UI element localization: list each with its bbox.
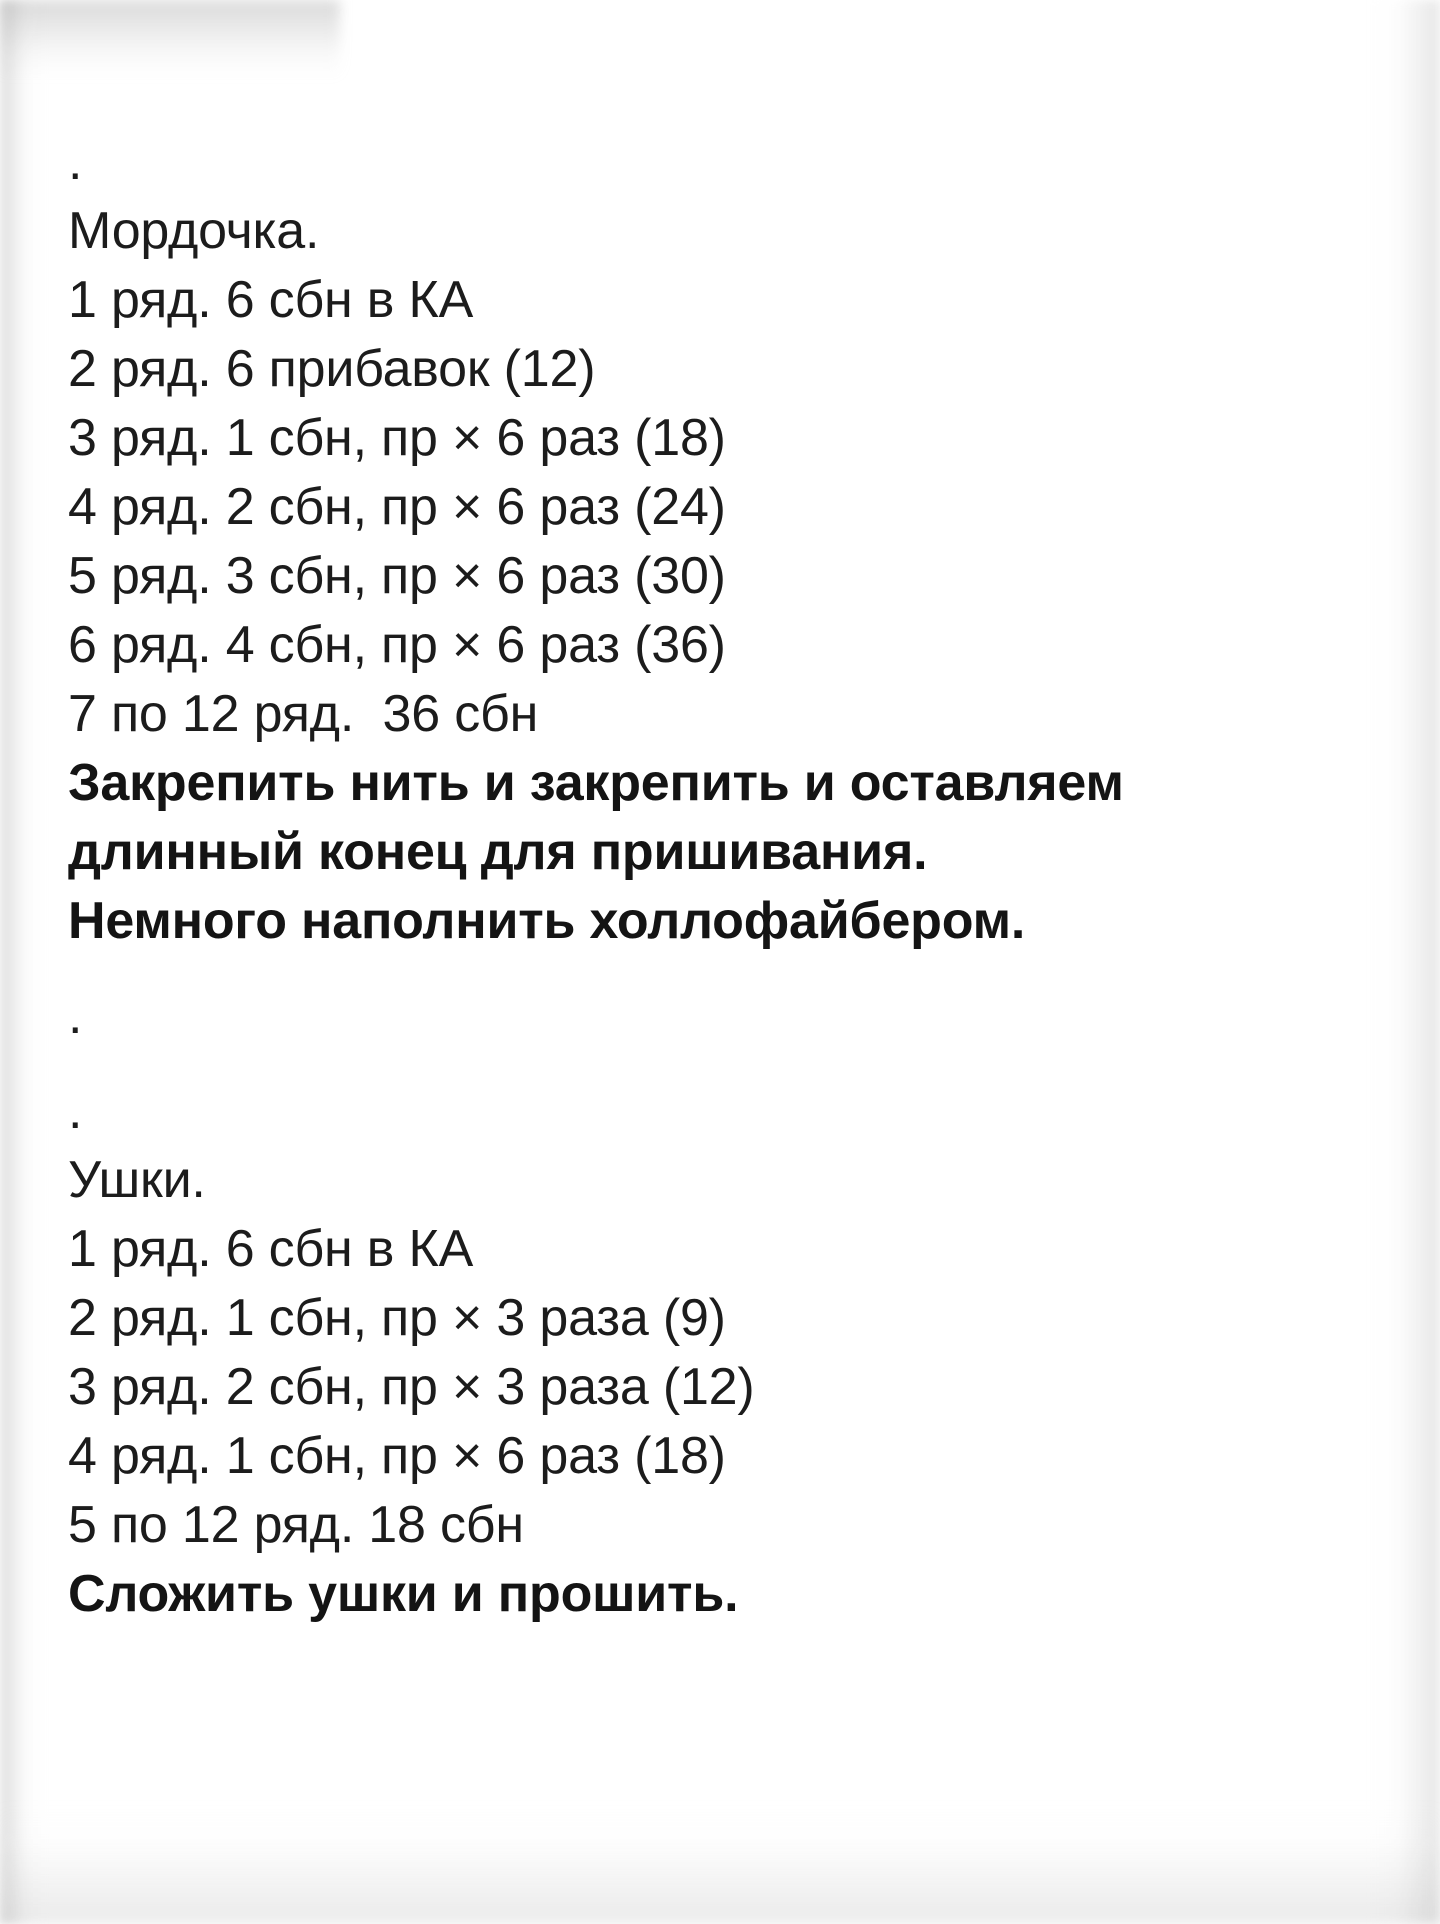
pattern-row-line: 3 ряд. 2 сбн, пр × 3 раза (12) <box>68 1358 755 1416</box>
section-spacer <box>68 1051 1368 1077</box>
pattern-row-line: 5 ряд. 3 сбн, пр × 6 раз (30) <box>68 547 726 605</box>
pattern-note-line: длинный конец для пришивания. <box>68 823 928 881</box>
bullet-dot: . <box>68 987 83 1045</box>
pattern-row-line: 4 ряд. 1 сбн, пр × 6 раз (18) <box>68 1427 726 1485</box>
scan-artifact-bottom <box>0 1804 1440 1924</box>
pattern-note-line: Закрепить нить и закрепить и оставляем <box>68 754 1124 812</box>
scan-artifact-right <box>1370 0 1440 1924</box>
pattern-row-line: 6 ряд. 4 сбн, пр × 6 раз (36) <box>68 616 726 674</box>
pattern-row-line: 7 по 12 ряд. 36 сбн <box>68 685 539 743</box>
section-heading-ears: Ушки. <box>68 1151 206 1209</box>
pattern-note-line: Немного наполнить холлофайбером. <box>68 892 1026 950</box>
pattern-row-line: 3 ряд. 1 сбн, пр × 6 раз (18) <box>68 409 726 467</box>
section-heading-muzzle: Мордочка. <box>68 202 320 260</box>
pattern-text-body <box>68 128 1368 1629</box>
pattern-row-line: 2 ряд. 6 прибавок (12) <box>68 340 596 398</box>
pattern-note-line: Сложить ушки и прошить. <box>68 1565 739 1623</box>
section-spacer <box>68 956 1368 982</box>
bullet-dot: . <box>68 1082 83 1140</box>
scan-artifact-left <box>0 0 46 1924</box>
pattern-row-line: 1 ряд. 6 сбн в КА <box>68 271 474 329</box>
pattern-row-line: 4 ряд. 2 сбн, пр × 6 раз (24) <box>68 478 726 536</box>
scan-artifact-top <box>0 0 340 78</box>
pattern-row-line: 2 ряд. 1 сбн, пр × 3 раза (9) <box>68 1289 726 1347</box>
pattern-row-line: 5 по 12 ряд. 18 сбн <box>68 1496 524 1554</box>
bullet-dot: . <box>68 133 83 191</box>
pattern-row-line: 1 ряд. 6 сбн в КА <box>68 1220 474 1278</box>
